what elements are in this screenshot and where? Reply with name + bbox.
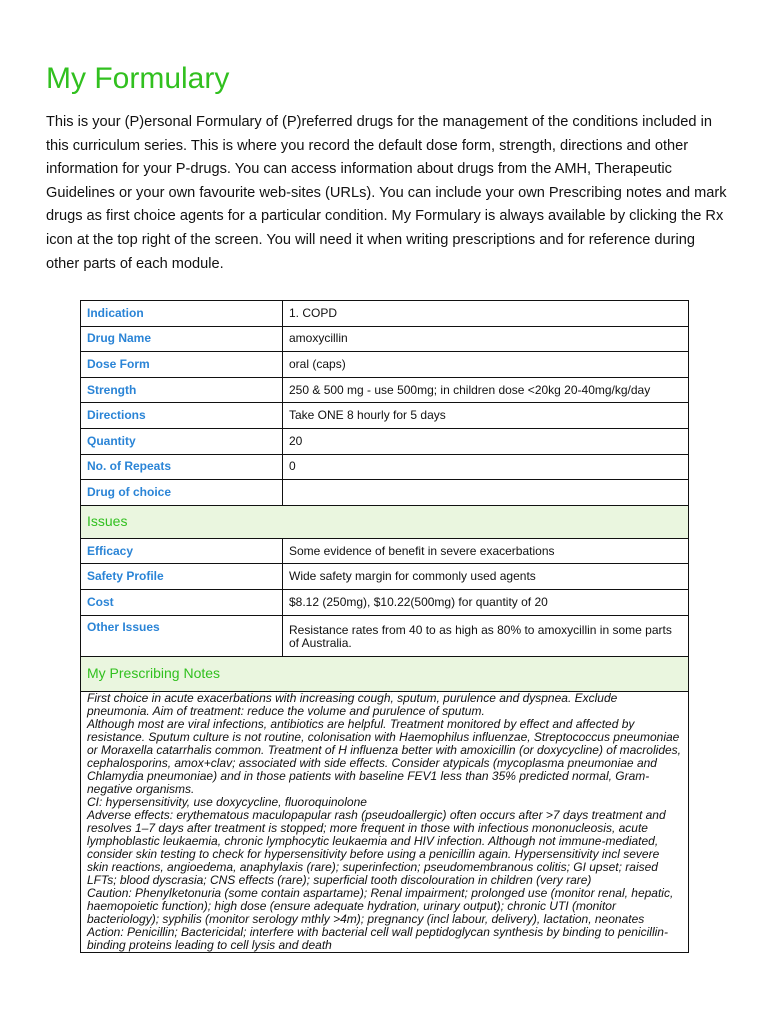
repeats-value[interactable]: 0 [283,454,689,480]
row-dose-form [81,352,689,378]
quantity-label: Quantity [81,428,283,454]
safety-profile-label: Safety Profile [81,564,283,590]
notes-paragraph: CI: hypersensitivity, use doxycycline, fluoroquinolone [87,794,367,809]
row-directions [81,403,689,429]
directions-value[interactable]: Take ONE 8 hourly for 5 days [283,403,689,429]
row-quantity [81,428,689,454]
row-strength [81,377,689,403]
notes-paragraph: Adverse effects: erythematous maculopapular rash (pseudoallergic) often occurs after >7 days treatment and resolves 1–7 days after treatment is stopped; more frequent in those with infectious mononucleosis, acute lymphoblastic leukaemia, chronic lymphocytic leukaemia and HIV infection. Although not immune-mediated, consider skin testing to check for hypersensitivity before using a penicillin again. Hypersensitivity incl severe skin reactions, angioedema, anaphylaxis (rare); superinfection; pseudomembranous colitis; GI upset; raised LFTs; blood dyscrasia; CNS effects (rare); superficial tooth discolouration in children (very rare) [87,807,666,887]
page-title: My Formulary [46,62,230,95]
notes-section-header [81,656,689,691]
row-safety-profile [81,564,689,590]
row-repeats [81,454,689,480]
notes-paragraph: Caution: Phenylketonuria (some contain aspartame); Renal impairment; prolonged use (monitor renal, hepatic, haemopoietic function); high dose (ensure adequate hydration, urinary output); chronic UTI (monitor bacteriology); syphilis (monitor serology mthly >4m); pregnancy (incl labour, delivery), lactation, neonates [87,885,674,926]
row-indication [81,301,689,327]
quantity-value[interactable]: 20 [283,428,689,454]
notes-heading: My Prescribing Notes [81,656,689,691]
notes-paragraph: Although most are viral infections, antibiotics are helpful. Treatment monitored by effect and affected by resistance. Sputum culture is not routine, colonisation with Haemophilus influenzae, Streptococcus pneumoniae or Moraxella catarrhalis common. Treatment of H influenza better with amoxicillin (or doxycycline) of macrolides, cephalosporins, amox+clav; associated with side effects. Consider atypicals (mycoplasma pneumoniae and Chlamydia pneumoniae) and in those patients with baseline FEV1 less than 35% predicted normal, Gram-negative organisms. [87,716,681,796]
formulary-table [80,300,689,953]
row-cost [81,589,689,615]
other-issues-label: Other Issues [81,615,283,656]
cost-label: Cost [81,589,283,615]
row-drug-of-choice [81,480,689,506]
drug-of-choice-label: Drug of choice [81,480,283,506]
dose-form-value[interactable]: oral (caps) [283,352,689,378]
row-drug-name [81,326,689,352]
dose-form-label: Dose Form [81,352,283,378]
strength-value[interactable]: 250 & 500 mg - use 500mg; in children dose <20kg 20-40mg/kg/day [283,377,689,403]
prescribing-notes[interactable] [81,691,689,952]
strength-label: Strength [81,377,283,403]
notes-paragraph: Action: Penicillin; Bactericidal; interfere with bacterial cell wall peptidoglycan synthesis by binding to penicillin-binding proteins leading to cell lysis and death [87,924,668,952]
drug-name-value[interactable]: amoxycillin [283,326,689,352]
efficacy-value[interactable]: Some evidence of benefit in severe exacerbations [283,538,689,564]
cost-value[interactable]: $8.12 (250mg), $10.22(500mg) for quantity of 20 [283,589,689,615]
issues-heading: Issues [81,505,689,538]
drug-of-choice-value[interactable] [283,480,689,506]
row-other-issues [81,615,689,656]
other-issues-value[interactable]: Resistance rates from 40 to as high as 80% to amoxycillin in some parts of Australia. [283,615,689,656]
repeats-label: No. of Repeats [81,454,283,480]
notes-paragraph: First choice in acute exacerbations with increasing cough, sputum, purulence and dyspnea. Exclude pneumonia. Aim of treatment: reduce the volume and purulence of sputum. [87,690,618,718]
indication-value[interactable]: 1. COPD [283,301,689,327]
safety-profile-value[interactable]: Wide safety margin for commonly used agents [283,564,689,590]
issues-section-header [81,505,689,538]
row-efficacy [81,538,689,564]
directions-label: Directions [81,403,283,429]
intro-text: This is your (P)ersonal Formulary of (P)referred drugs for the management of the conditions included in this curriculum series. This is where you record the default dose form, strength, directions and other information for your P-drugs. You can access information about drugs from the AMH, Therapeutic Guidelines or your own favourite web-sites (URLs). You can include your own Prescribing notes and mark drugs as first choice agents for a particular condition. My Formulary is always available by clicking the Rx icon at the top right of the screen. You will need it when writing prescriptions and for reference during other parts of each module. [46,114,727,272]
efficacy-label: Efficacy [81,538,283,564]
row-prescribing-notes [81,691,689,952]
indication-label: Indication [81,301,283,327]
drug-name-label: Drug Name [81,326,283,352]
